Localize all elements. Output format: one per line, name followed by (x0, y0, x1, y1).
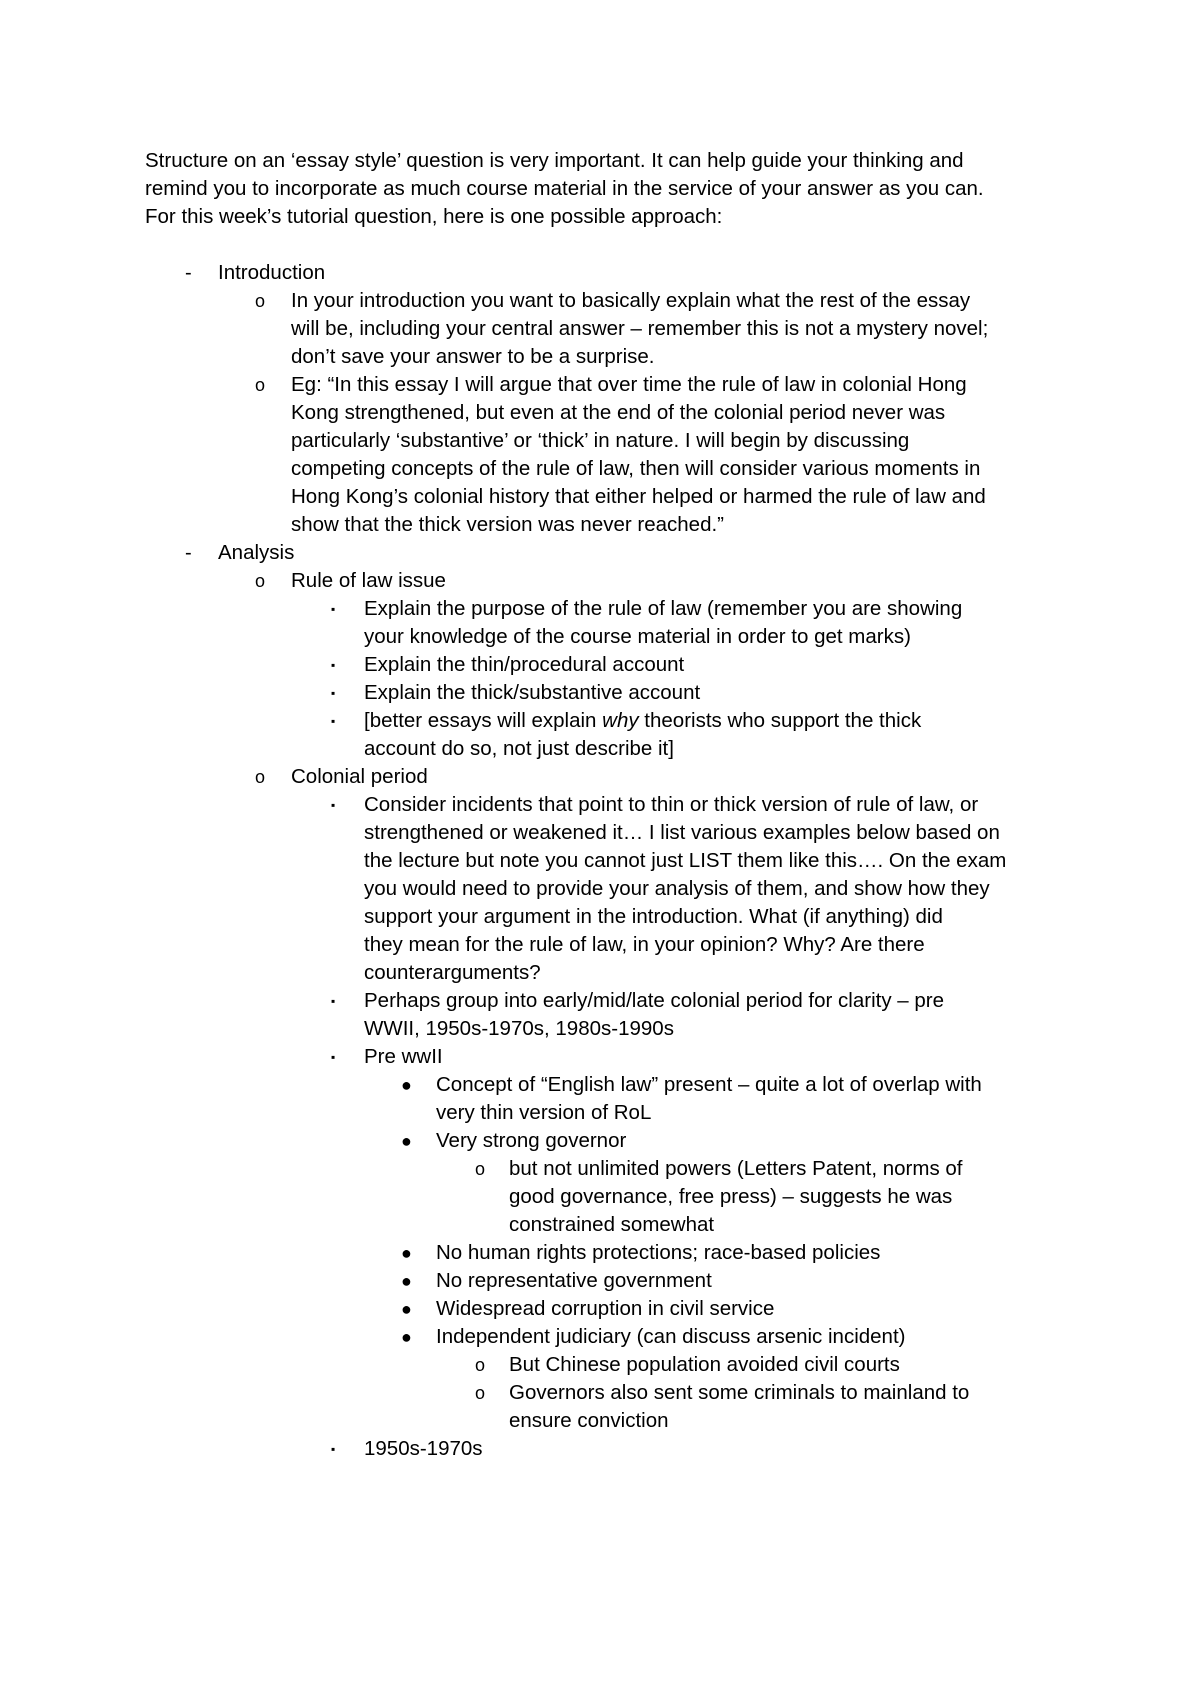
intro-item1-line3: don’t save your answer to be a surprise. (291, 345, 655, 368)
col-item1-line4: you would need to provide your analysis of them, and show how they (364, 877, 990, 900)
col-item1-line2: strengthened or weakened it… I list various examples below based on (364, 821, 1000, 844)
rol-item4-emphasis: why (602, 709, 639, 732)
intro-item1-line2: will be, including your central answer – remember this is not a mystery novel; (291, 317, 989, 340)
round-bullet: ● (401, 1243, 412, 1263)
prewwii-b2-sub-line3: constrained somewhat (509, 1213, 715, 1236)
rol-item1-line1: Explain the purpose of the rule of law (remember you are showing (364, 597, 963, 620)
intro-line-3: For this week’s tutorial question, here is one possible approach: (145, 205, 723, 228)
square-bullet: ▪ (331, 686, 336, 700)
prewwii-b4: No representative government (436, 1269, 712, 1292)
intro-item2-line2: Kong strengthened, but even at the end of the colonial period never was (291, 401, 946, 424)
square-bullet: ▪ (331, 714, 336, 728)
circle-bullet: o (255, 571, 266, 591)
square-bullet: ▪ (331, 798, 336, 812)
square-bullet: ▪ (331, 602, 336, 616)
round-bullet: ● (401, 1075, 412, 1095)
heading-analysis: Analysis (218, 541, 295, 564)
round-bullet: ● (401, 1327, 412, 1347)
circle-bullet: o (255, 375, 266, 395)
prewwii-b2: Very strong governor (436, 1129, 627, 1152)
round-bullet: ● (401, 1299, 412, 1319)
col-item2-line1: Perhaps group into early/mid/late colonial period for clarity – pre (364, 989, 944, 1012)
rol-item1-line2: your knowledge of the course material in order to get marks) (364, 625, 911, 648)
rol-item2: Explain the thin/procedural account (364, 653, 685, 676)
circle-bullet: o (255, 767, 266, 787)
intro-item2-line4: competing concepts of the rule of law, then will consider various moments in (291, 457, 981, 480)
col-item1-line3: the lecture but note you cannot just LIST them like this…. On the exam (364, 849, 1007, 872)
prewwii-b3: No human rights protections; race-based policies (436, 1241, 881, 1264)
intro-item1-line1: In your introduction you want to basically explain what the rest of the essay (291, 289, 971, 312)
prewwii-b6-sub2-line2: ensure conviction (509, 1409, 669, 1432)
square-bullet: ▪ (331, 658, 336, 672)
prewwii-b1-line1: Concept of “English law” present – quite a lot of overlap with (436, 1073, 982, 1096)
prewwii-b6-sub2-line1: Governors also sent some criminals to mainland to (509, 1381, 970, 1404)
intro-line-2: remind you to incorporate as much course material in the service of your answer as you can. (145, 177, 984, 200)
circle-bullet: o (255, 291, 266, 311)
intro-line-1: Structure on an ‘essay style’ question is very important. It can help guide your thinking and (145, 149, 964, 172)
col-item1-line7: counterarguments? (364, 961, 541, 984)
heading-1950s-1970s: 1950s-1970s (364, 1437, 483, 1460)
col-item1-line5: support your argument in the introduction. What (if anything) did (364, 905, 943, 928)
heading-colonial-period: Colonial period (291, 765, 428, 788)
heading-pre-wwii: Pre wwII (364, 1045, 443, 1068)
rol-item4-text-b: theorists who support the thick (638, 709, 922, 732)
prewwii-b5: Widespread corruption in civil service (436, 1297, 775, 1320)
round-bullet: ● (401, 1131, 412, 1151)
prewwii-b6-sub1: But Chinese population avoided civil courts (509, 1353, 900, 1376)
rol-item4-text-a: [better essays will explain (364, 709, 603, 732)
dash-bullet: - (185, 262, 192, 284)
intro-item2-line5: Hong Kong’s colonial history that either helped or harmed the rule of law and (291, 485, 986, 508)
round-bullet: ● (401, 1271, 412, 1291)
square-bullet: ▪ (331, 994, 336, 1008)
heading-introduction: Introduction (218, 261, 326, 284)
intro-item2-line6: show that the thick version was never reached.” (291, 513, 724, 536)
prewwii-b6: Independent judiciary (can discuss arsenic incident) (436, 1325, 906, 1348)
square-bullet: ▪ (331, 1442, 336, 1456)
rol-item4-line1 (364, 707, 921, 735)
rol-item3: Explain the thick/substantive account (364, 681, 701, 704)
heading-rule-of-law: Rule of law issue (291, 569, 446, 592)
col-item1-line6: they mean for the rule of law, in your opinion? Why? Are there (364, 933, 925, 956)
circle-bullet: o (475, 1159, 486, 1179)
intro-item2-line3: particularly ‘substantive’ or ‘thick’ in nature. I will begin by discussing (291, 429, 910, 452)
rol-item4-line2: account do so, not just describe it] (364, 737, 674, 760)
circle-bullet: o (475, 1383, 486, 1403)
prewwii-b1-line2: very thin version of RoL (436, 1101, 652, 1124)
intro-item2-line1: Eg: “In this essay I will argue that over time the rule of law in colonial Hong (291, 373, 967, 396)
prewwii-b2-sub-line2: good governance, free press) – suggests he was (509, 1185, 953, 1208)
square-bullet: ▪ (331, 1050, 336, 1064)
col-item2-line2: WWII, 1950s-1970s, 1980s-1990s (364, 1017, 674, 1040)
prewwii-b2-sub-line1: but not unlimited powers (Letters Patent, norms of (509, 1157, 963, 1180)
col-item1-line1: Consider incidents that point to thin or thick version of rule of law, or (364, 793, 979, 816)
circle-bullet: o (475, 1355, 486, 1375)
dash-bullet: - (185, 542, 192, 564)
